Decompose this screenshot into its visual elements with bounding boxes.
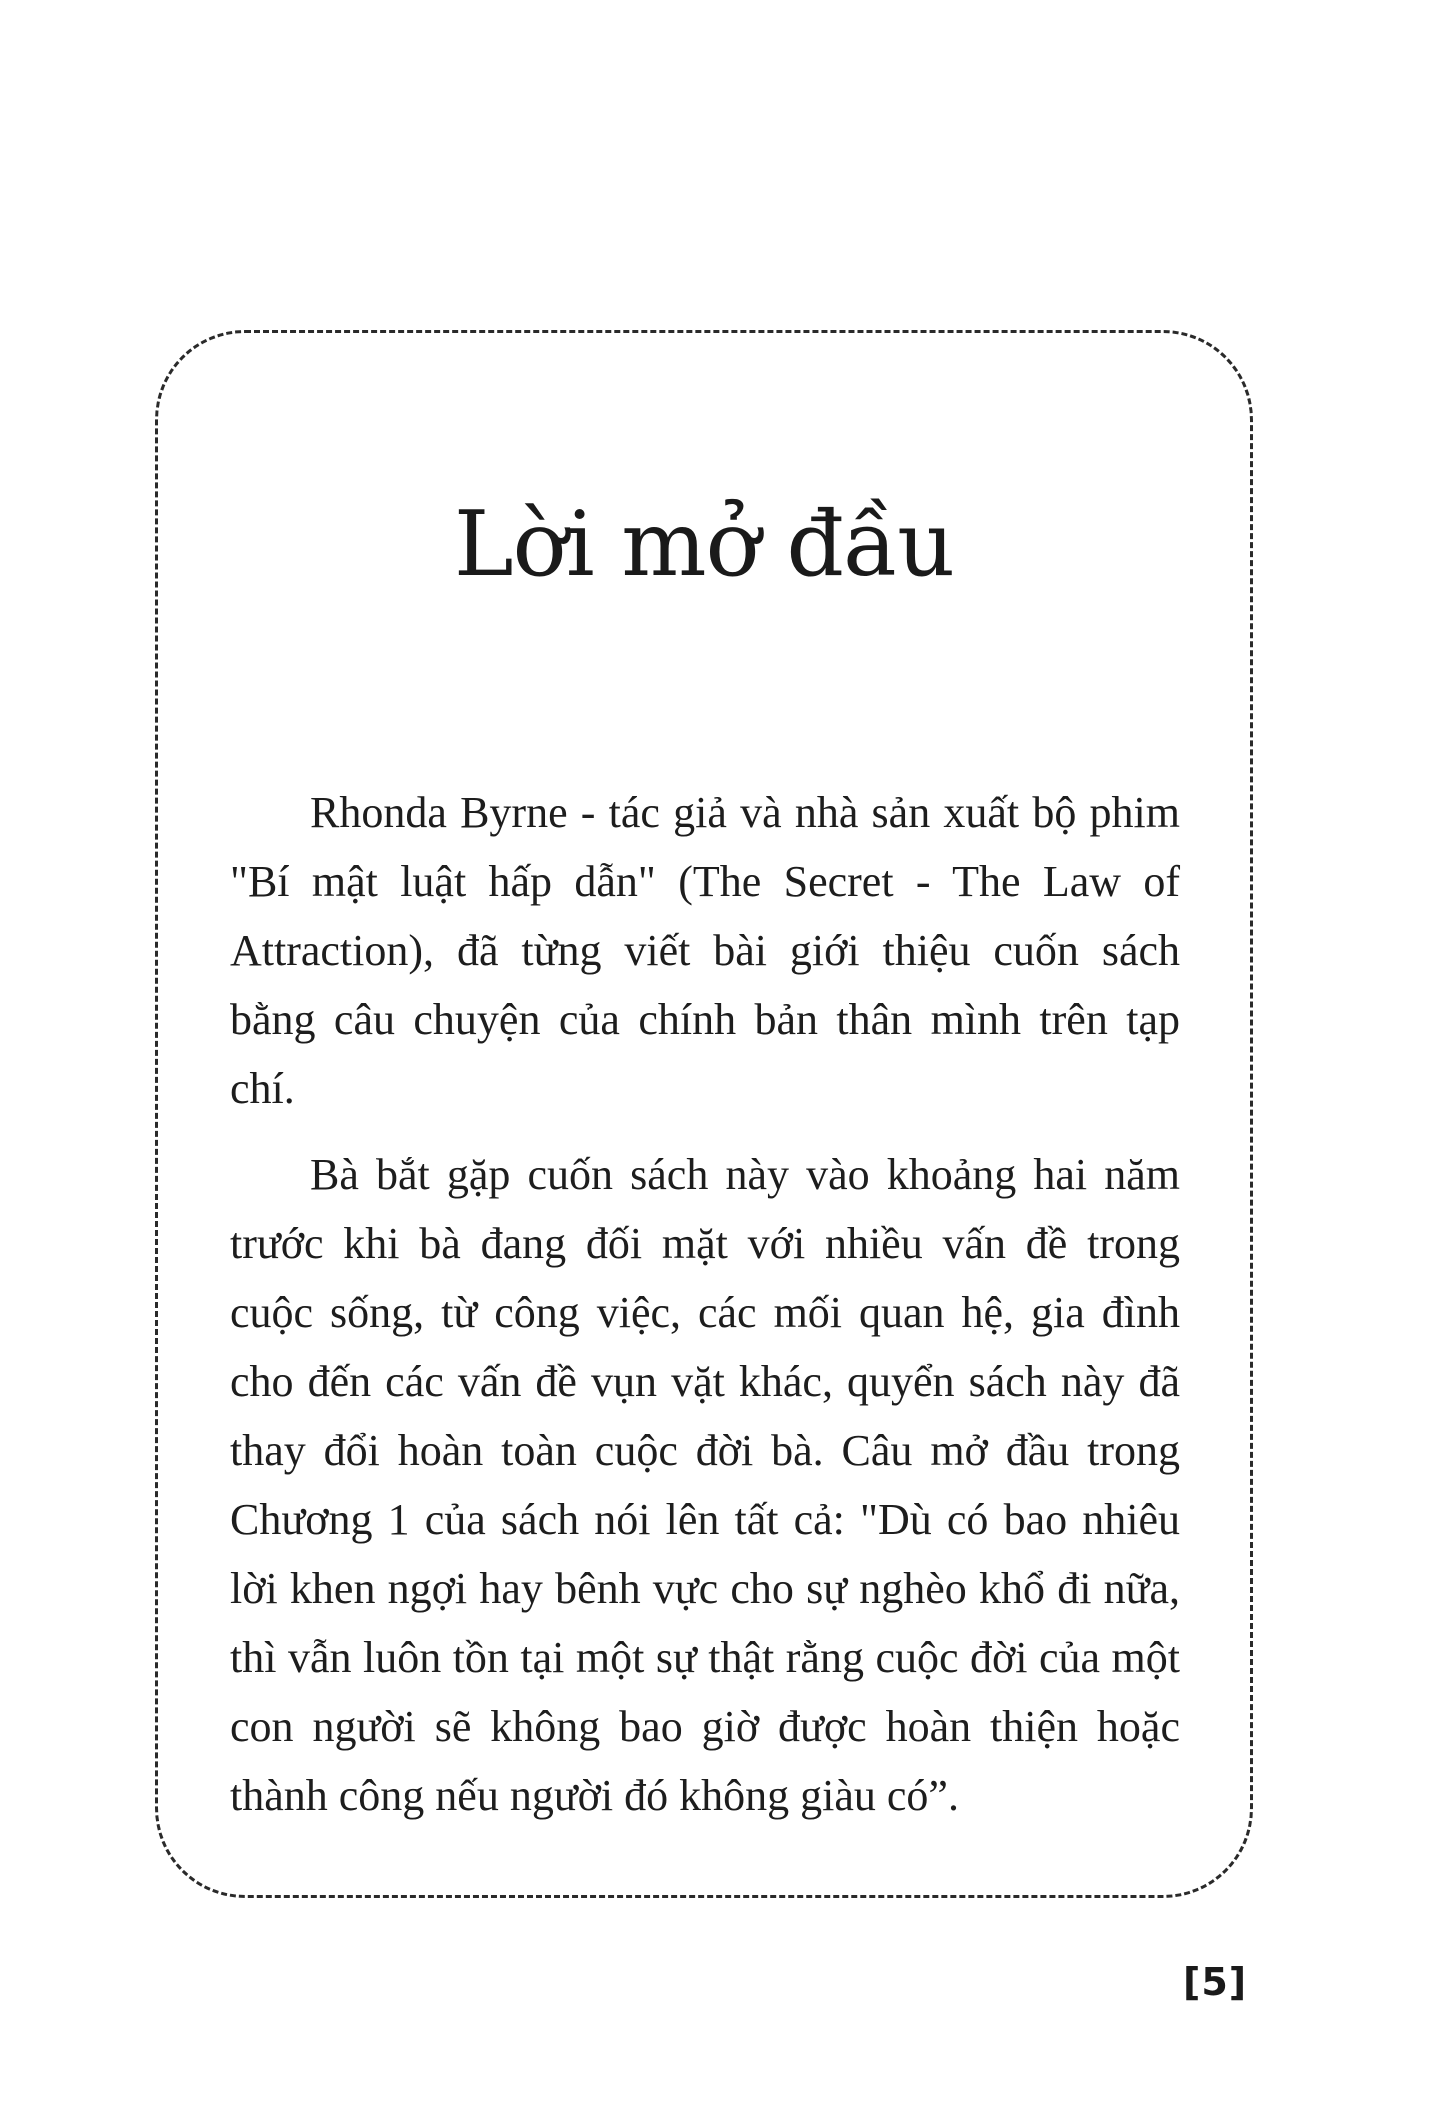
paragraph-2: Bà bắt gặp cuốn sách này vào khoảng hai năm trước khi bà đang đối mặt với nhiều vấn đề trong cuộc sống, từ công việc, các mối quan hệ, gia đình cho đến các vấn đề vụn vặt khác, quyển sách này đã thay đổi hoàn toàn cuộc đời bà. Câu mở đầu trong Chương 1 của sách nói lên tất cả: "Dù có bao nhiêu lời khen ngợi hay bênh vực cho sự nghèo khổ đi nữa, thì vẫn luôn tồn tại một sự thật rằng cuộc đời của một con người sẽ không bao giờ được hoàn thiện hoặc thành công nếu người đó không giàu có”.	[230, 1150, 1180, 1820]
paragraph-1: Rhonda Byrne - tác giả và nhà sản xuất bộ phim "Bí mật luật hấp dẫn" (The Secret - The Law of Attraction), đã từng viết bài giới thiệu cuốn sách bằng câu chuyện của chính bản thân mình trên tạp chí.	[230, 788, 1180, 1113]
chapter-title: Lời mở đầu	[453, 492, 955, 597]
body-text	[230, 778, 1180, 1847]
page-number: [5]	[1183, 1960, 1248, 2004]
